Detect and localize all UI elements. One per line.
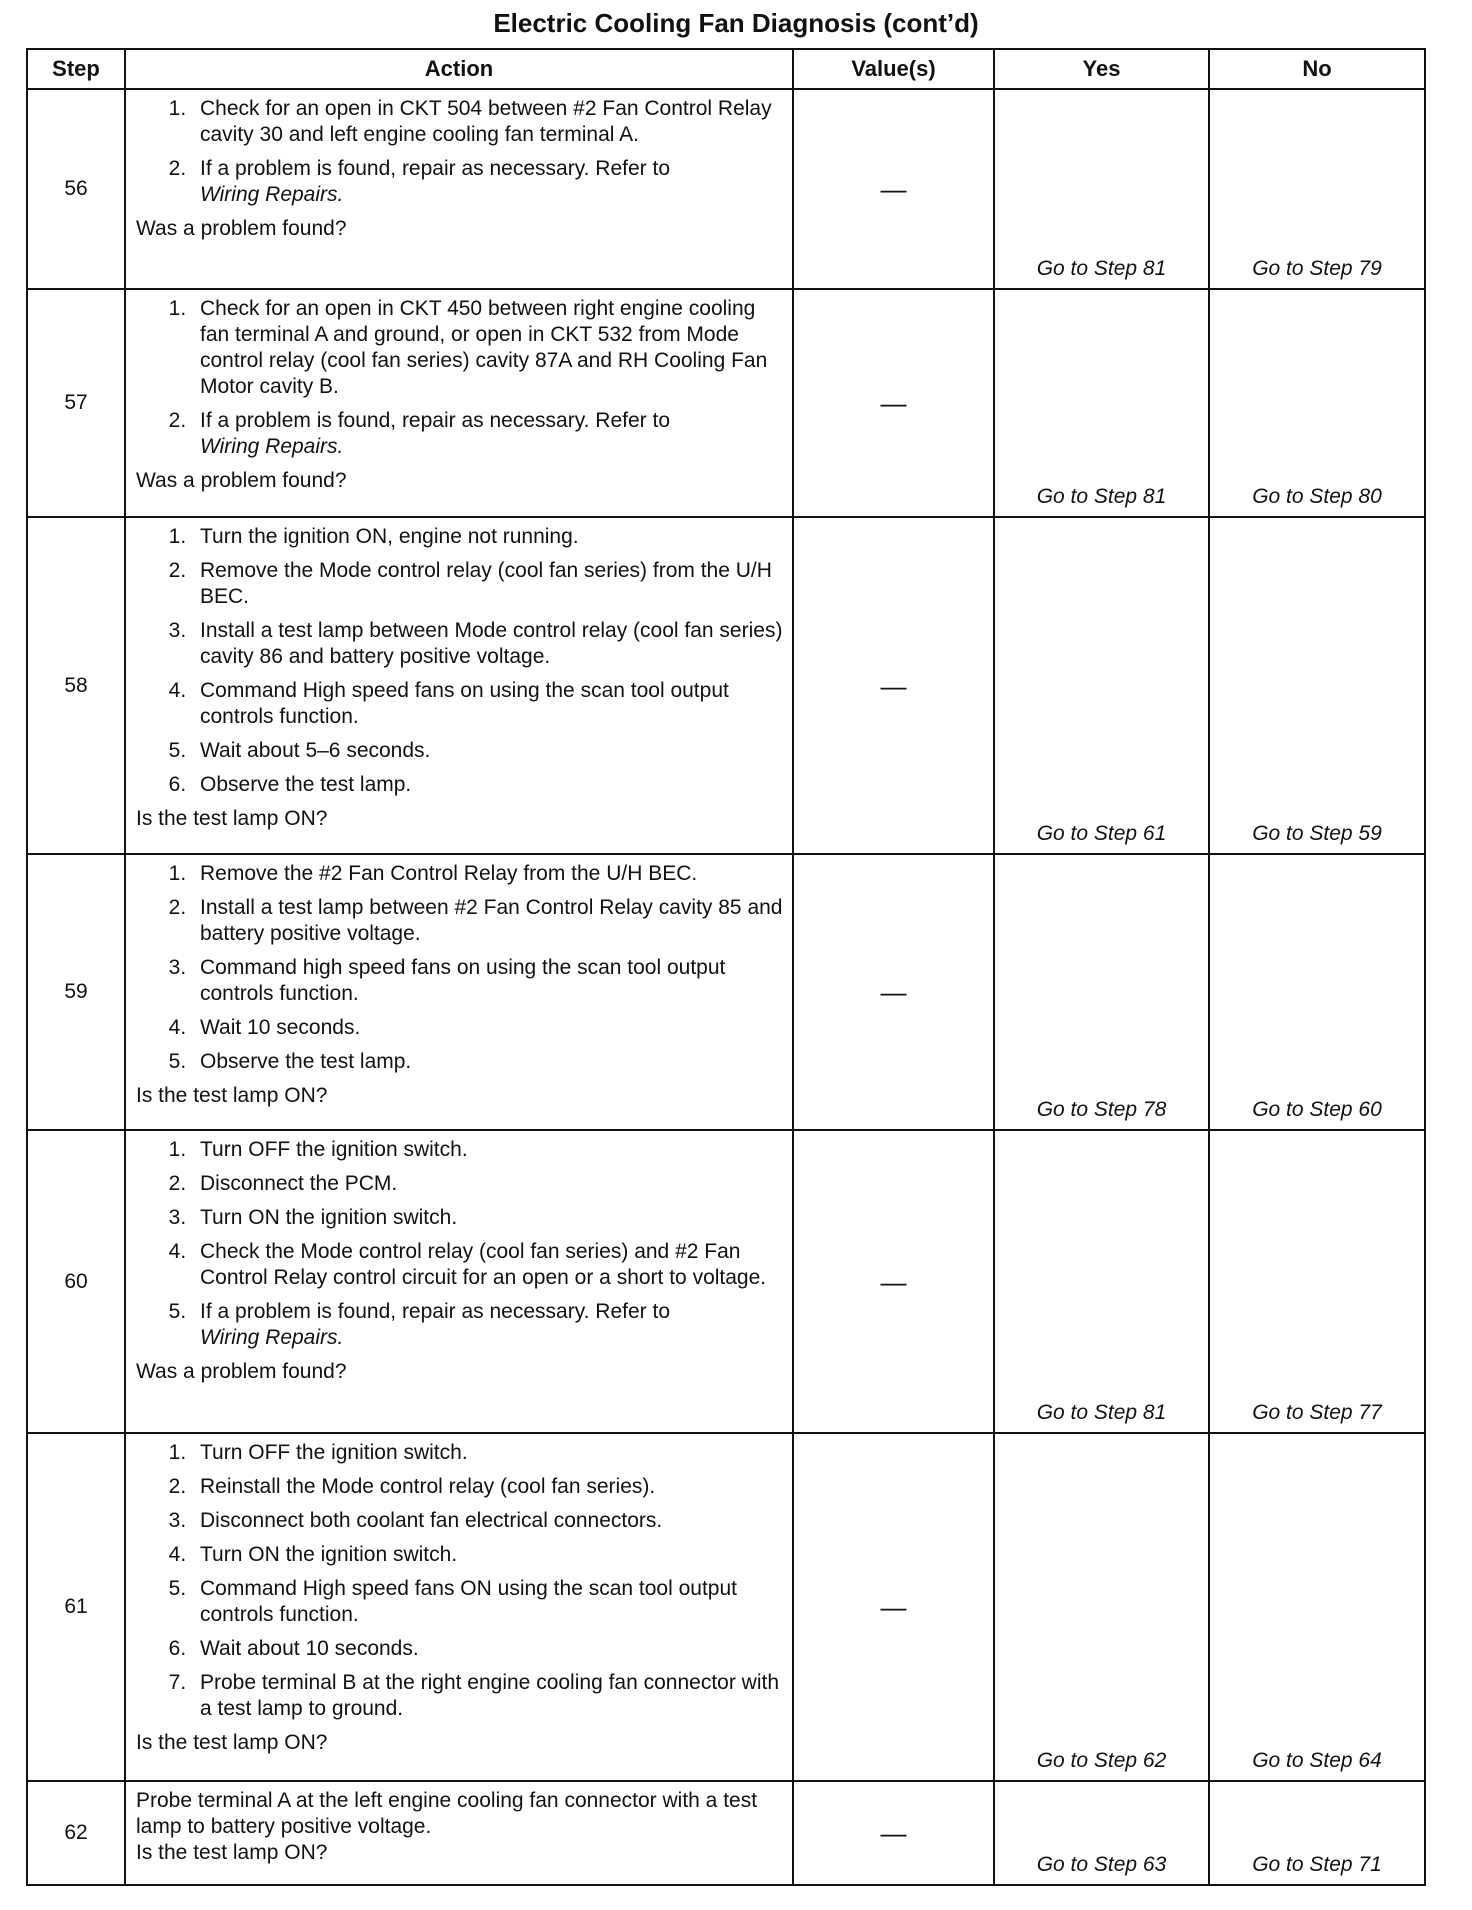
action-item-text: Wait 10 seconds. xyxy=(200,1016,361,1039)
action-cell xyxy=(125,1433,793,1781)
action-item xyxy=(192,96,784,148)
action-item xyxy=(192,618,784,670)
question-text: Is the test lamp ON? xyxy=(136,1731,328,1754)
question-text: Was a problem found? xyxy=(136,469,347,492)
value-cell: — xyxy=(793,854,994,1130)
action-cell xyxy=(125,1130,793,1433)
action-item-text: Command High speed fans ON using the scan tool output controls function. xyxy=(200,1577,737,1626)
action-item-text: Wait about 5–6 seconds. xyxy=(200,739,431,762)
action-item-text: Command high speed fans on using the scan tool output controls function. xyxy=(200,956,726,1005)
action-text: Probe terminal A at the left engine cooling fan connector with a test lamp to battery positive voltage. xyxy=(136,1789,758,1838)
action-list xyxy=(136,296,784,460)
step-number: 61 xyxy=(27,1433,125,1781)
question-text: Is the test lamp ON? xyxy=(136,807,328,830)
action-item xyxy=(192,1542,784,1568)
action-list xyxy=(136,1440,784,1722)
action-item xyxy=(192,156,784,208)
yes-result: Go to Step 78 xyxy=(994,854,1209,1130)
action-item xyxy=(192,738,784,764)
action-item-text: If a problem is found, repair as necessary. Refer to xyxy=(200,409,670,432)
question-text: Was a problem found? xyxy=(136,217,347,240)
yes-result: Go to Step 62 xyxy=(994,1433,1209,1781)
page-title: Electric Cooling Fan Diagnosis (cont’d) xyxy=(493,8,979,38)
question-text: Is the test lamp ON? xyxy=(136,1084,328,1107)
no-result: Go to Step 64 xyxy=(1209,1433,1425,1781)
table-row-step-60 xyxy=(27,1130,1425,1433)
table-row-step-58 xyxy=(27,517,1425,854)
header-yes: Yes xyxy=(994,49,1209,89)
value-cell: — xyxy=(793,1433,994,1781)
action-cell xyxy=(125,517,793,854)
action-item xyxy=(192,1205,784,1231)
table-row-step-59 xyxy=(27,854,1425,1130)
no-result: Go to Step 77 xyxy=(1209,1130,1425,1433)
action-item xyxy=(192,524,784,550)
action-list xyxy=(136,1137,784,1351)
question-text: Is the test lamp ON? xyxy=(136,1841,328,1864)
no-result: Go to Step 60 xyxy=(1209,854,1425,1130)
step-number: 57 xyxy=(27,289,125,517)
action-item-text: Turn OFF the ignition switch. xyxy=(200,1138,468,1161)
action-item xyxy=(192,955,784,1007)
reference-note: Wiring Repairs. xyxy=(200,1326,344,1349)
yes-result: Go to Step 61 xyxy=(994,517,1209,854)
header-values: Value(s) xyxy=(793,49,994,89)
no-result: Go to Step 80 xyxy=(1209,289,1425,517)
action-cell xyxy=(125,1781,793,1885)
action-item xyxy=(192,408,784,460)
step-number: 62 xyxy=(27,1781,125,1885)
no-result: Go to Step 59 xyxy=(1209,517,1425,854)
action-item-text: Check for an open in CKT 450 between right engine cooling fan terminal A and ground, or open in CKT 532 from Mode control relay (cool fan series) cavity 87A and RH Cooling Fan Motor cavity B. xyxy=(200,297,768,398)
step-number: 58 xyxy=(27,517,125,854)
no-result: Go to Step 79 xyxy=(1209,89,1425,289)
action-item-text: Turn the ignition ON, engine not running. xyxy=(200,525,579,548)
action-item xyxy=(192,1440,784,1466)
value-cell: — xyxy=(793,289,994,517)
action-item-text: Check the Mode control relay (cool fan series) and #2 Fan Control Relay control circuit for an open or a short to voltage. xyxy=(200,1240,767,1289)
value-cell: — xyxy=(793,1130,994,1433)
header-action: Action xyxy=(125,49,793,89)
action-item xyxy=(192,1015,784,1041)
step-number: 56 xyxy=(27,89,125,289)
step-number: 59 xyxy=(27,854,125,1130)
action-item-text: Probe terminal B at the right engine cooling fan connector with a test lamp to ground. xyxy=(200,1671,780,1720)
yes-result: Go to Step 81 xyxy=(994,289,1209,517)
action-item-text: Observe the test lamp. xyxy=(200,1050,412,1073)
value-cell: — xyxy=(793,89,994,289)
action-item xyxy=(192,1670,784,1722)
action-item xyxy=(192,1049,784,1075)
action-item xyxy=(192,1299,784,1351)
action-item-text: Remove the #2 Fan Control Relay from the U/H BEC. xyxy=(200,862,698,885)
action-item xyxy=(192,1636,784,1662)
action-item-text: Disconnect both coolant fan electrical connectors. xyxy=(200,1509,663,1532)
action-list xyxy=(136,524,784,798)
action-cell xyxy=(125,89,793,289)
no-result: Go to Step 71 xyxy=(1209,1781,1425,1885)
action-item xyxy=(192,1239,784,1291)
yes-result: Go to Step 81 xyxy=(994,1130,1209,1433)
action-item-text: If a problem is found, repair as necessary. Refer to xyxy=(200,1300,670,1323)
action-item xyxy=(192,678,784,730)
table-header-row xyxy=(27,49,1425,89)
action-item xyxy=(192,558,784,610)
action-item xyxy=(192,1171,784,1197)
action-cell xyxy=(125,289,793,517)
action-item xyxy=(192,296,784,400)
action-item-text: If a problem is found, repair as necessary. Refer to xyxy=(200,157,670,180)
action-item xyxy=(192,861,784,887)
action-item xyxy=(192,1576,784,1628)
action-item-text: Reinstall the Mode control relay (cool fan series). xyxy=(200,1475,656,1498)
reference-note: Wiring Repairs. xyxy=(200,435,344,458)
action-item-text: Wait about 10 seconds. xyxy=(200,1637,419,1660)
yes-result: Go to Step 63 xyxy=(994,1781,1209,1885)
value-cell: — xyxy=(793,517,994,854)
action-item xyxy=(192,1508,784,1534)
action-item xyxy=(192,895,784,947)
table-row-step-57 xyxy=(27,289,1425,517)
action-item-text: Observe the test lamp. xyxy=(200,773,412,796)
question-text: Was a problem found? xyxy=(136,1360,347,1383)
action-item-text: Install a test lamp between #2 Fan Control Relay cavity 85 and battery positive voltage. xyxy=(200,896,783,945)
action-item-text: Disconnect the PCM. xyxy=(200,1172,398,1195)
value-cell: — xyxy=(793,1781,994,1885)
action-item xyxy=(192,1137,784,1163)
action-item-text: Turn ON the ignition switch. xyxy=(200,1543,458,1566)
step-number: 60 xyxy=(27,1130,125,1433)
action-list xyxy=(136,861,784,1075)
action-item-text: Command High speed fans on using the scan tool output controls function. xyxy=(200,679,729,728)
yes-result: Go to Step 81 xyxy=(994,89,1209,289)
action-item-text: Install a test lamp between Mode control relay (cool fan series) cavity 86 and battery positive voltage. xyxy=(200,619,783,668)
action-item-text: Remove the Mode control relay (cool fan series) from the U/H BEC. xyxy=(200,559,772,608)
diagnosis-table xyxy=(26,48,1426,1886)
reference-note: Wiring Repairs. xyxy=(200,183,344,206)
table-row-step-62 xyxy=(27,1781,1425,1885)
header-no: No xyxy=(1209,49,1425,89)
action-cell xyxy=(125,854,793,1130)
action-item xyxy=(192,1474,784,1500)
action-item xyxy=(192,772,784,798)
action-item-text: Turn OFF the ignition switch. xyxy=(200,1441,468,1464)
table-row-step-61 xyxy=(27,1433,1425,1781)
table-row-step-56 xyxy=(27,89,1425,289)
header-step: Step xyxy=(27,49,125,89)
action-item-text: Check for an open in CKT 504 between #2 Fan Control Relay cavity 30 and left engine cooling fan terminal A. xyxy=(200,97,772,146)
action-list xyxy=(136,96,784,208)
action-item-text: Turn ON the ignition switch. xyxy=(200,1206,458,1229)
